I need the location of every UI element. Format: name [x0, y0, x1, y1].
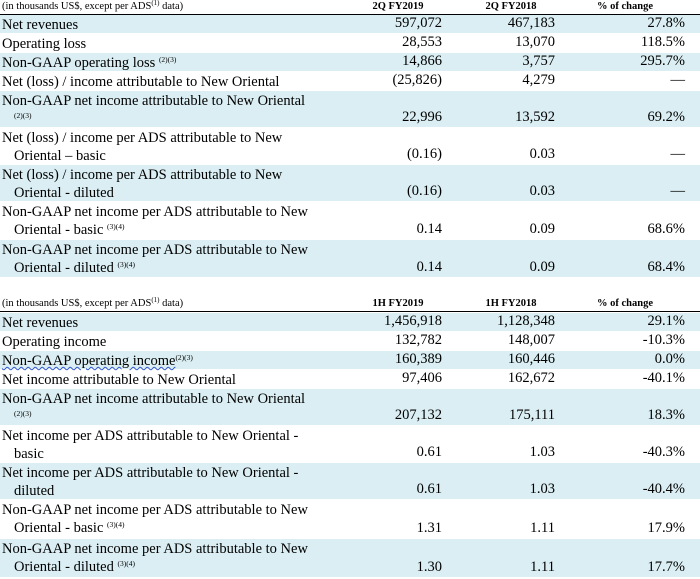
value-pct-change: -40.3% [642, 444, 685, 460]
row-label: Net (loss) / income attributable to New Oriental [2, 74, 280, 90]
value-1h-fy2018: 1,128,348 [497, 313, 555, 329]
value-1h-fy2019: 160,389 [394, 351, 442, 367]
value-pct-change: — [670, 72, 685, 88]
value-1h-fy2019: 132,782 [394, 332, 442, 348]
row-label: Non-GAAP net income attributable to New Oriental $^{(2)(3)}$ [2, 93, 306, 120]
value-1h-fy2018: 175,111 [508, 407, 555, 423]
table2-col-1h-fy2019: 1H FY2019 [372, 298, 424, 309]
value-2q-fy2019: (0.16) [406, 146, 442, 162]
value-pct-change: -10.3% [642, 332, 685, 348]
value-2q-fy2018: 3,757 [522, 53, 555, 69]
row-label: Net income attributable to New Oriental [2, 372, 236, 388]
value-pct-change: 29.1% [647, 313, 685, 329]
value-2q-fy2018: 0.03 [529, 146, 555, 162]
value-pct-change: 0.0% [654, 351, 685, 367]
table2-col-1h-fy2018: 1H FY2018 [485, 298, 537, 309]
table1-row [0, 34, 700, 52]
value-2q-fy2019: 597,072 [394, 15, 442, 31]
value-2q-fy2019: 0.14 [416, 259, 442, 275]
value-pct-change: — [670, 146, 685, 162]
row-label: Operating loss [2, 36, 87, 52]
value-pct-change: 118.5% [640, 34, 685, 50]
table1-col-pct-change: % of change [597, 1, 653, 12]
table1-row [0, 240, 700, 277]
value-2q-fy2018: 0.03 [529, 183, 555, 199]
value-2q-fy2019: 28,553 [402, 34, 442, 50]
value-1h-fy2018: 1.11 [530, 520, 555, 536]
value-2q-fy2018: 4,279 [522, 72, 555, 88]
table2-row [0, 351, 700, 369]
value-2q-fy2018: 13,070 [515, 34, 555, 50]
table1-row [0, 165, 700, 201]
row-label: Net revenues [2, 17, 79, 33]
value-1h-fy2019: 1.31 [416, 520, 442, 536]
value-pct-change: -40.1% [642, 370, 685, 386]
row-label: Net income per ADS attributable to New Oriental - basic [2, 428, 299, 462]
value-2q-fy2018: 467,183 [507, 15, 555, 31]
value-pct-change: 68.4% [647, 259, 685, 275]
row-label: Non-GAAP net income per ADS attributable to New Oriental - diluted $^{(3)(4)}$ [2, 541, 308, 575]
value-1h-fy2018: 160,446 [507, 351, 555, 367]
value-1h-fy2018: 1.11 [530, 559, 555, 575]
table2-col-pct-change: % of change [597, 298, 653, 309]
row-label: Non-GAAP operating loss $^{(2)(3)}$ [2, 55, 177, 71]
value-1h-fy2019: 0.61 [416, 444, 442, 460]
table1-row [0, 15, 700, 33]
table2-unit-note: (in thousands US$, except per ADS$^{(1)}$ data) [2, 296, 184, 309]
value-1h-fy2018: 1.03 [529, 481, 555, 497]
value-1h-fy2018: 162,672 [507, 370, 555, 386]
table1-row [0, 91, 700, 127]
value-1h-fy2019: 0.61 [416, 481, 442, 497]
table2-row [0, 370, 700, 388]
table2-row [0, 313, 700, 331]
row-label: Non-GAAP net income attributable to New Oriental $^{(2)(3)}$ [2, 391, 306, 418]
table2-row [0, 389, 700, 425]
table1-col-2q-fy2019: 2Q FY2019 [372, 1, 424, 12]
value-1h-fy2018: 1.03 [529, 444, 555, 460]
value-2q-fy2018: 13,592 [515, 109, 555, 125]
value-1h-fy2019: 1,456,918 [384, 313, 442, 329]
value-pct-change: 295.7% [640, 53, 685, 69]
table2-row [0, 463, 700, 499]
row-label: Net (loss) / income per ADS attributable to New Oriental – basic [2, 130, 283, 164]
row-label: Non-GAAP operating income$^{(2)(3)}$ [2, 353, 193, 369]
table1-row [0, 128, 700, 164]
value-1h-fy2019: 97,406 [402, 370, 442, 386]
table1-row [0, 202, 700, 239]
value-pct-change: 68.6% [647, 221, 685, 237]
table1-header [0, 0, 700, 15]
value-1h-fy2018: 148,007 [507, 332, 555, 348]
table1-row [0, 53, 700, 71]
table2-row [0, 539, 700, 577]
value-pct-change: -40.4% [642, 481, 685, 497]
value-pct-change: 69.2% [647, 109, 685, 125]
table1-col-2q-fy2018: 2Q FY2018 [485, 1, 537, 12]
table1-row [0, 72, 700, 90]
row-label: Operating income [2, 334, 107, 350]
value-1h-fy2019: 207,132 [394, 407, 442, 423]
value-pct-change: — [670, 183, 685, 199]
row-label: Non-GAAP net income per ADS attributable to New Oriental - basic $^{(3)(4)}$ [2, 204, 308, 238]
value-2q-fy2018: 0.09 [529, 259, 555, 275]
value-pct-change: 18.3% [647, 407, 685, 423]
value-2q-fy2019: 14,866 [402, 53, 442, 69]
table2-row [0, 500, 700, 538]
row-label: Non-GAAP net income per ADS attributable to New Oriental - basic $^{(3)(4)}$ [2, 502, 308, 536]
table2-header [0, 297, 700, 312]
value-2q-fy2019: 22,996 [402, 109, 442, 125]
table1-unit-note: (in thousands US$, except per ADS$^{(1)}$ data) [2, 0, 184, 12]
value-pct-change: 17.7% [647, 559, 685, 575]
value-2q-fy2019: (25,826) [392, 72, 442, 88]
row-label: Non-GAAP net income per ADS attributable to New Oriental - diluted $^{(3)(4)}$ [2, 242, 308, 276]
row-label: Net income per ADS attributable to New Oriental - diluted [2, 465, 299, 499]
row-label: Net (loss) / income per ADS attributable to New Oriental - diluted [2, 167, 283, 201]
value-2q-fy2018: 0.09 [529, 221, 555, 237]
value-2q-fy2019: (0.16) [406, 183, 442, 199]
value-2q-fy2019: 0.14 [416, 221, 442, 237]
value-pct-change: 27.8% [647, 15, 685, 31]
value-pct-change: 17.9% [647, 520, 685, 536]
value-1h-fy2019: 1.30 [416, 559, 442, 575]
row-label: Net revenues [2, 315, 79, 331]
table2-row [0, 332, 700, 350]
table2-row [0, 426, 700, 462]
